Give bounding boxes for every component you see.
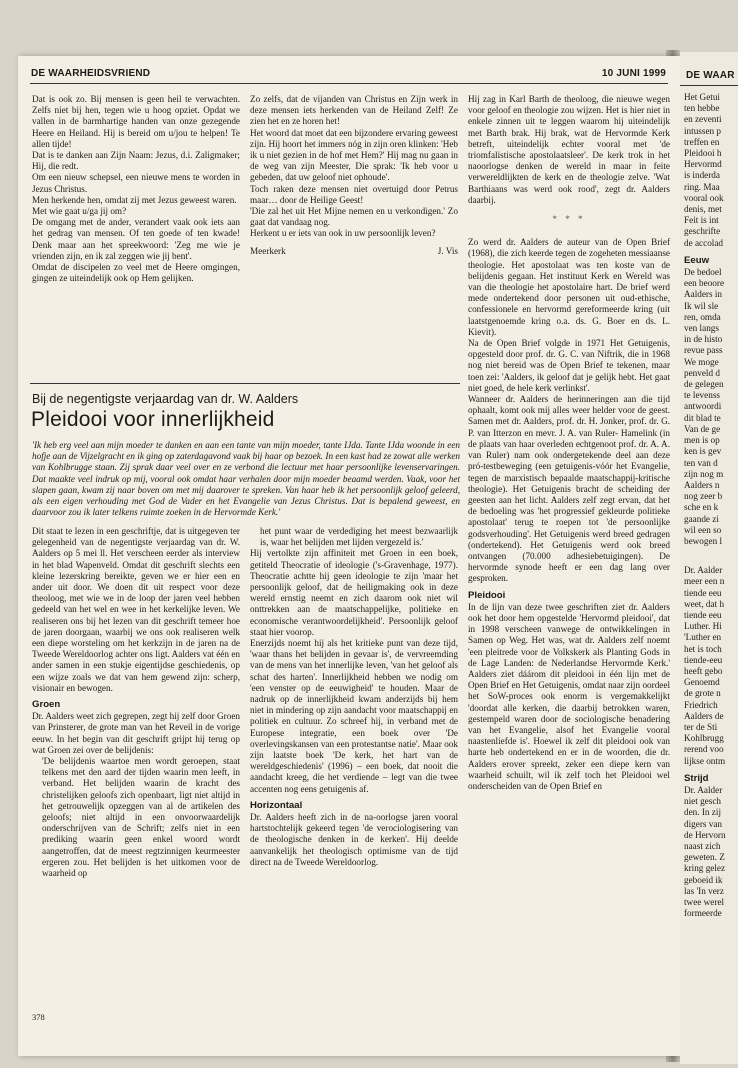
next-page-line: vooral ook — [684, 192, 724, 203]
next-page-line: in de histo — [684, 334, 723, 345]
next-page-line: Aalders de — [684, 710, 724, 721]
publication-name: DE WAARHEIDSVRIEND — [31, 68, 151, 79]
paragraph: Dat is te danken aan Zijn Naam: Jezus, d.i. Zaligmaker; Hij, die redt. — [32, 150, 240, 172]
next-page-line: Feit is int — [684, 215, 719, 226]
next-page-line: Genoemd — [684, 677, 720, 688]
paragraph: Het woord dat moet dat een bijzondere ervaring geweest zijn. Hij hoort het immers nóg in zijn oren klinken: 'Heb ik u niet gezien in de hof met Hem?' Hij mag nu gaan in de weg van zijn Meester, Die sprak: 'Ik heb voor u gebeden, dat uw geloof niet ophoude'. — [250, 127, 458, 183]
paragraph: 'Die zal het uit Het Mijne nemen en u verkondigen.' Zo gaat dat vandaag nog. — [250, 206, 458, 228]
next-page-line: het is toch — [684, 643, 722, 654]
next-page-running-head: DE WAAR — [686, 70, 735, 81]
next-page-line: las 'In verz — [684, 885, 724, 896]
next-page-line: naast zich — [684, 841, 721, 851]
column-2-top — [250, 94, 458, 257]
next-page-line: kring gelez — [684, 863, 726, 874]
next-page-line: dit blad te — [684, 412, 721, 423]
next-page-line: de grote n — [684, 688, 721, 699]
next-page-line: Friedrich — [684, 699, 718, 710]
next-page-line: De bedoel — [684, 267, 722, 278]
next-page-line: penveld d — [684, 367, 720, 378]
next-page-line: Luther. Hi — [684, 621, 722, 632]
paragraph: Dit staat te lezen in een geschriftje, dat is uitgegeven ter gelegenheid van de negentigste verjaardag van dr. W. Aalders op 5 mei ll. Het verscheen eerder als interview in het blad Wapenveld. Omdat dit geschrift slechts een kleine lezerskring bereikte, geven we er hier een en ander uit door. We doen dit uit respect voor deze theoloog, met wie we in de loop der jaren veel hebben gedeeld van het wel en wee in het kerkelijke leven. We realiseren ons bij het lezen van dit geschrift temeer hoe de jaren doorgaan, waarbij we ons ook realiseren welk een diepe worsteling om het kerkzijn in de jaren na de Tweede Wereldoorlog achter ons ligt. Aalders vat één en ander samen in een stukje eigentijdse geschiedenis, op een wijze zoals we dat van hem gewend zijn: scherp, visionair en bewogen. — [32, 526, 240, 693]
next-page-line: tiende eeu — [684, 609, 722, 620]
paragraph: Hij zag in Karl Barth de theoloog, die nieuwe wegen voor geloof en theologie zou wijzen. Het is hier niet in enkele zinnen uit te leggen waarom hij uiteindelijk met Barth brak. Hij brak, wat de Hervormde Kerk betreft, uiteindelijk echter vooral met 'de triomfalistische apostolaatsleer'. De kerk trok in het naoorlogse denken de wereld in maar in feite verwereldlijkten de kerk en de theologie zelve. 'Wat Barthiaans was werd ook rood', zegt dr. Aalders daarbij. — [468, 94, 670, 205]
article-kicker: Bij de negentigste verjaardag van dr. W. Aalders — [32, 392, 299, 406]
paragraph: Toch raken deze mensen niet overtuigd door Petrus maar… door de Heilige Geest! — [250, 183, 458, 205]
next-page-line: niet gesch — [684, 796, 721, 807]
next-page-line: de accolad — [684, 237, 724, 248]
next-page-line: Van de ge — [684, 423, 721, 434]
next-page-rule — [680, 85, 738, 86]
next-page-line: ten van d — [684, 457, 718, 468]
next-page-line: antwoordi — [684, 401, 722, 412]
next-page-subheading-strijd: Strijd — [684, 772, 709, 784]
subheading-pleidooi: Pleidooi — [468, 589, 506, 601]
next-page-line: formeerde — [684, 908, 722, 919]
next-page-line: men is op — [684, 435, 720, 446]
column-3 — [468, 94, 670, 792]
signature — [250, 246, 458, 257]
next-page-line: Dr. Aalder — [684, 784, 723, 795]
header-rule — [30, 83, 668, 84]
next-page-line: twee werel — [684, 897, 725, 908]
next-page-line: den. In zij — [684, 807, 721, 818]
next-page-line: een beoore — [684, 278, 725, 289]
column-2-bottom — [250, 526, 458, 868]
next-page-line: weet, dat h — [684, 598, 725, 609]
next-page-line: en zeventi — [684, 114, 722, 125]
paragraph: Hij vertolkte zijn affiniteit met Groen in een boek, getiteld Theocratie of ideologie ('s-Gravenhage, 1977). Theocratie achtte hij geen ideologie te zijn 'maar het persoonlijk geloof, dat de heiligmaking ook in deze wereld ernstig neemt en zich daarom ook niet wil onttrekken aan de maatschappelijke, politieke en economische verantwoordelijkheid'. Persoonlijk geloof staat hier voorop. — [250, 548, 458, 637]
subheading-horizontaal: Horizontaal — [250, 799, 303, 811]
paragraph: Om een nieuw schepsel, een nieuwe mens te worden in Jezus Christus. — [32, 172, 240, 194]
article-rule — [30, 383, 460, 384]
paragraph: Men herkende hen, omdat zij met Jezus geweest waren. — [32, 194, 237, 205]
next-page-line: ren, omda — [684, 311, 721, 322]
next-page-sliver — [680, 52, 738, 1064]
next-page-block-3 — [684, 565, 738, 767]
next-page-line: denis, met — [684, 204, 722, 215]
signature-author: J. Vis — [437, 245, 458, 256]
paragraph: Enerzijds noemt hij als het kritieke punt van deze tijd, 'waar thans het belijden in gevaar is', de vervreemding van de mens van het innerlijke leven, 'van het geloof als schat des harten'. Innerlijkheid hebben we nodig om 'een venster op de eeuwigheid' te houden. Maar de nadruk op de innerlijkheid kwam anderzijds bij hem niet in mindering op zijn aandacht voor maatschappij en politiek en cultuur. Zo schreef hij, in verband met de Europese integratie, een boek over 'De overlevingskansen van een protestantse natie'. Maar ook zijn laatste boek 'De kerk, het hart van de wereldgeschiedenis' (1996) – een boek, dat nooit die aandacht kreeg, die het verdiende – legt van die twee accenten nog eens getuigenis af. — [250, 638, 458, 794]
section-separator: * * * — [552, 214, 586, 225]
next-page-line: geboeid ik — [684, 874, 723, 885]
article-title: Pleidooi voor innerlijkheid — [31, 408, 275, 431]
paragraph: Omdat de discipelen zo veel met de Heere omgingen, gingen ze uiteindelijk ook op Hem gelijken. — [32, 262, 240, 284]
next-page-line: Pleidooi h — [684, 148, 722, 159]
next-page-line: 'Luther en — [684, 632, 722, 643]
next-page-line: rerend voo — [684, 744, 724, 755]
next-page-line: intussen p — [684, 125, 722, 136]
subheading-groen: Groen — [32, 699, 61, 711]
paragraph: Zo zelfs, dat de vijanden van Christus en Zijn werk in deze mensen iets herkenden van de Heiland Zelf! Ze zien het en ze horen het! — [250, 94, 458, 127]
issue-date: 10 JUNI 1999 — [601, 68, 666, 79]
next-page-line: bewogen l — [684, 535, 723, 546]
next-page-line: gaande zi — [684, 513, 719, 524]
next-page-line: wil een so — [684, 524, 722, 535]
column-1-bottom — [32, 526, 240, 879]
next-page-line: Dr. Aalder — [684, 565, 723, 576]
paragraph: Wanneer dr. Aalders de herinneringen aan die tijd ophaalt, komt ook mij alles weer helder voor de geest. Samen met dr. Aalders, prof. dr. H. Jonker, prof. dr. G. P. van Itterzon en mevr. J. A. van Ruler- Hamelink (in de plaats van haar overleden echtgenoot prof. dr. A. A. van Ruler) nam ook ondergetekende deel aan deze pró-testbeweging (een getuigenis-vóór het Evangelie, tegen de marxistisch bepaalde maatschappij-kritische theologie). Het Getuigenis bracht de scheiding der geesten aan het licht. Aalders zelf zegt ervan, dat het de bedoeling was 'het progressief gekleurde politieke apostolaat' terug te roepen tot 'de persoonlijke godsverhouding'. Het Getuigenis werd breed gedragen (ondertekend). Het Getuigenis werd ook breed ontvangen (70.000 adhesiebetuigingen). De hervormde synode heeft er een dag lang over gesproken. — [468, 394, 670, 584]
next-page-text — [680, 92, 738, 919]
next-page-line: ken is gev — [684, 446, 722, 457]
next-page-line: is inderda — [684, 170, 720, 181]
next-page-line: meer een n — [684, 576, 725, 587]
paragraph: Dr. Aalders weet zich gegrepen, zegt hij zelf door Groen van Prinsterer, de grote man van het Reveil in de vorige eeuw. In het begin van dit geschrift grijpt hij terug op wat Groen zei over de belijdenis: — [32, 711, 240, 755]
next-page-line: Kohlbrugg — [684, 733, 724, 744]
paragraph: Na de Open Brief volgde in 1971 Het Getuigenis, opgesteld door prof. dr. G. C. van Niftrik, die in 1968 nog niet bereid was de Open Brief te tekenen, maar toen zei: 'Aalders, ik geloof dat je gelijk hebt. Het gaat niet goed, de hele kerk verlinkst'. — [468, 338, 670, 393]
next-page-line: geschrifte — [684, 226, 721, 237]
page-number: 378 — [32, 1012, 45, 1022]
next-page-line: heeft gebo — [684, 665, 723, 676]
next-page-line: lijkse ontm — [684, 755, 726, 766]
next-page-line: Ik wil sle — [684, 300, 719, 311]
next-page-block-1 — [684, 92, 738, 249]
paragraph: Zo werd dr. Aalders de auteur van de Open Brief (1968), die zich keerde tegen de zogeheten messiaanse theologie. Het apostolaat was ten koste van de belijdenis gegaan. Het instituut Kerk en Wereld was van die theologie het apostolaire hart. De brief werd mede ondertekend door personen uit oud-ethische, confessionele en hervormd gereformeerde kring (uit laatstgenoemde kring o.a. ds. G. Boer en ds. L. Kievit). — [468, 237, 670, 337]
quote: 'De belijdenis waartoe men wordt geroepen, staat telkens met den aard der tijden waarin men leeft, in verband. Het belijden waarin de kracht des christelijken geloofs zich openbaart, ligt niet altijd in het getrouwelijk opzeggen van al de artikelen des geloofs; niet altijd in een onvoorwaardelijk onderschrijven van de Schrift; zelfs niet in een prediking waarin geen enkel woord wordt aangetroffen, dat de meest regtzinnigen keurmeester ergeren zou. Het belijden is het uitkomen voor de waarheid op — [42, 756, 240, 879]
magazine-page — [18, 56, 682, 1056]
next-page-line: tiende eeu — [684, 587, 722, 598]
next-page-subheading-eeuw: Eeuw — [684, 254, 710, 266]
next-page-block-2 — [684, 267, 738, 547]
paragraph: Dat is ook zo. Bij mensen is geen heil te verwachten. Zelfs niet bij hen, tegen wie u hoog opziet. Opdat we vallen in de barmhartige handen van onze gezegende Heere en Heiland. Hij is bereid om u/jou te helpen! Te allen tijde! — [32, 94, 240, 149]
next-page-line: Hervormd — [684, 159, 722, 170]
next-page-line: de Hervorn — [684, 829, 726, 840]
paragraph: De omgang met de ander, verandert vaak ook iets aan het gedrag van mensen. Of ten goede of ten kwade! Denk maar aan het spreekwoord: 'Zeg me wie je vrienden zijn, en ik zal zeggen wie jij bent'. — [32, 217, 240, 261]
signature-place: Meerkerk — [250, 245, 286, 256]
next-page-line: te levenss — [684, 390, 720, 401]
next-page-line: treffen en — [684, 136, 720, 147]
next-page-line: ven langs — [684, 323, 719, 334]
next-page-line: digers van — [684, 818, 723, 829]
column-1-top — [32, 94, 240, 284]
next-page-line: nog zeer b — [684, 491, 723, 502]
next-page-line: ring. Maa — [684, 181, 720, 192]
next-page-line: revue pass — [684, 345, 723, 356]
next-page-line: Het Getui — [684, 92, 720, 102]
next-page-line: sche en k — [684, 502, 719, 513]
article-intro: 'Ik heb erg veel aan mijn moeder te danken en aan een tante van mijn moeder, tante IJda. Tante IJda woonde in een hofje aan de Vijzelgracht en ik ging op zaterdagavond vaak bij haar op bezoek. In een kast had ze zowat alle werken van Kohlbrugge staan. Zij sprak daar veel over en ze verbond die lectuur met haar persoonlijke levenservaringen. Dat maakte veel indruk op mij, vooral ook omdat haar verhalen door mijn moeder beaamd werden. Vaak, voor het slapen gaan, kwam zij naar boven om met mij daarover te spreken. Van haar heb ik het persoonlijk geloof geleerd, als een eigen verhouding met God de Vader en het Evangelie van Jezus Christus. Dat is bepalend geweest, en daarvoor zou ik later telkens ruimte zoeken in de Hervormde Kerk.' — [32, 440, 460, 518]
next-page-line: Aalders n — [684, 479, 720, 490]
next-page-line: tiende-eeu — [684, 654, 723, 665]
next-page-line: ten hebbe — [684, 103, 720, 114]
paragraph: Herkent u er iets van ook in uw persoonlijk leven? — [250, 228, 436, 239]
paragraph: Dr. Aalders heeft zich in de na-oorlogse jaren vooral hartstochtelijk gekeerd tegen 'de verociologisering van de theologische denken in de kerken'. Hij deelde aanvankelijk het theologisch optimisme van de tijd direct na de Tweede Wereldoorlog. — [250, 812, 458, 867]
next-page-line: ter de Sti — [684, 721, 718, 732]
quote-end: het punt waar de verdediging het meest bezwaarlijk is, waar het belijden met lijden vergezeld is.' — [260, 526, 458, 548]
paragraph: Met wie gaat u/ga jij om? — [32, 206, 127, 217]
next-page-line: We moge — [684, 356, 719, 367]
next-page-line: geweten. Z — [684, 852, 725, 863]
next-page-line: Aalders in — [684, 289, 723, 300]
next-page-block-4 — [684, 785, 738, 919]
next-page-line: de gelegen — [684, 379, 724, 390]
paragraph: In de lijn van deze twee geschriften ziet dr. Aalders ook het door hem opgestelde 'Hervormd pleidooi', dat in 1998 verscheen vanwege de ontwikkelingen in Samen op Weg. Het was, wat dr. Aalders zelf noemt 'een pleitrede voor de Volkskerk als Planting Gods in de Lage Landen: de Nederlandse Hervormde Kerk.' Aalders ziet dáárom dit pleidooi in één lijn met de Open Brief en Het Getuigenis, omdat naar zijn oordeel het SoW-proces ook enorm is vergemakkelijkt 'doordat alle kerken, die daarbij betrokken waren, gestempeld waren door de sociologische benadering van het Evangelie, alsof het Evangelie vooral naastenliefde is'. Hoewel ik zelf dit pleidooi ook van harte heb ondertekend en er in de woorden, die dr. Aalders erover spreekt, zeker een diepe kern van waarheid schuilt, wil ik zelf toch het Pleidooi wel onderscheiden van de Open Brief en — [468, 601, 670, 791]
next-page-line: zijn nog m — [684, 468, 724, 479]
